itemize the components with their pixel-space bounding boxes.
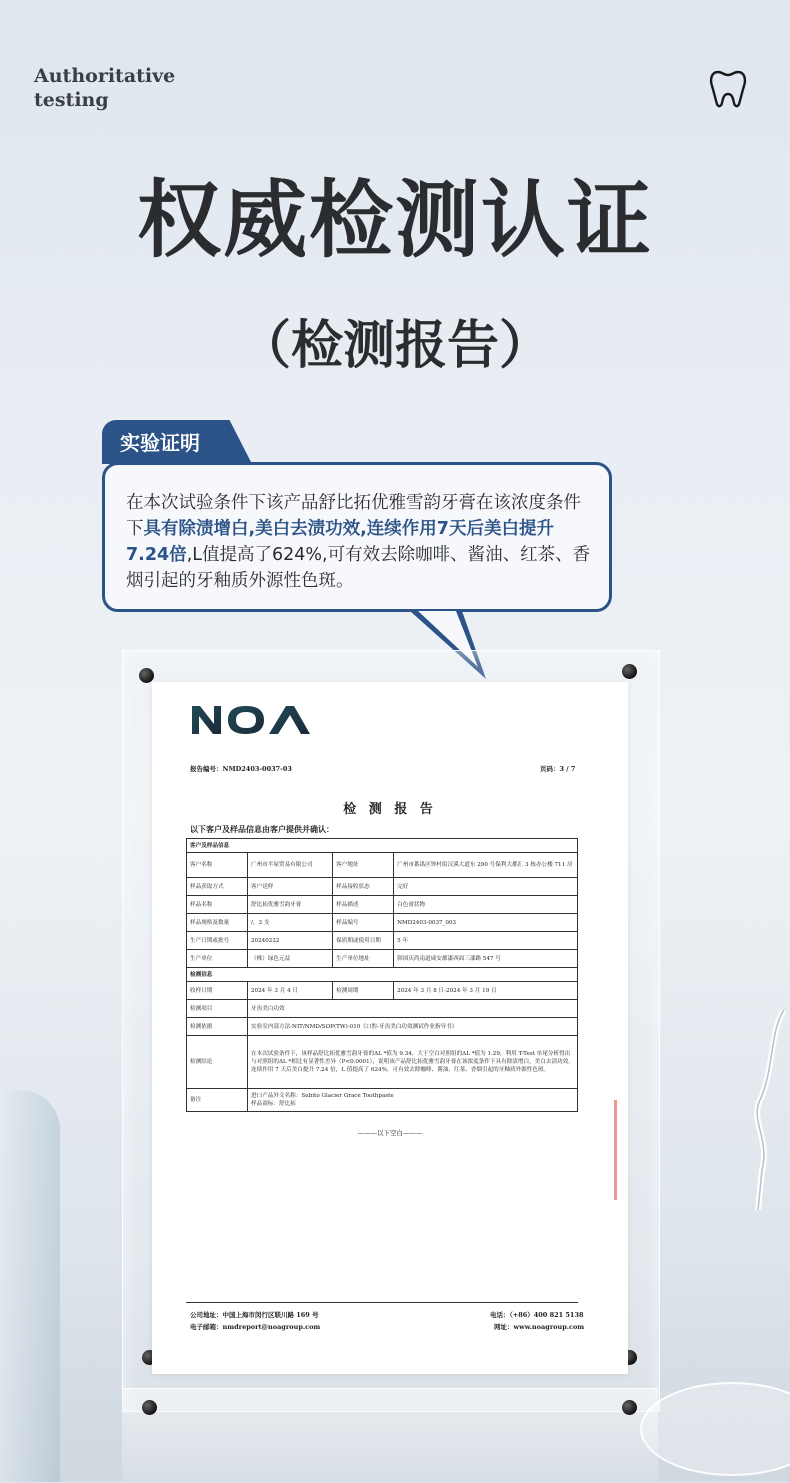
table-cell: 生产单位地址 xyxy=(333,950,394,968)
screw-icon xyxy=(142,1400,157,1415)
table-cell: 在本次试验条件下，该样品舒比拓优雅雪韵牙膏的ΔL *值为 9.34，大于空白对照组的ΔL *值为 1.29，利用 T-Test 单尾分析得出与对照组的ΔL *相比有显著性差异（P<0.0001），说明该产品舒比拓优雅雪韵牙膏在该浓度条件下具有除渍增白，美白去渍功效，连续作用 7 天后美白提升 7.24 倍，L 值提高了 624%，可有效去除咖啡、酱油、红茶、香烟引起的牙釉质外源性色斑。 xyxy=(248,1036,578,1089)
remark-line: 样品商标：舒比拓 xyxy=(251,1101,296,1107)
acrylic-base xyxy=(122,1388,658,1483)
table-row xyxy=(187,896,578,914)
table-row xyxy=(187,1089,578,1112)
callout-text-part2: ,L值提高了624%,可有效去除咖啡、酱油、红茶、香烟引起的牙釉质外源性色斑。 xyxy=(126,545,591,591)
callout-text-highlight: 具有除渍增白,美白去渍功效,连续作用7天后美白提升7.24倍 xyxy=(126,519,554,565)
section-test-header: 检测信息 xyxy=(187,968,578,982)
glassware-image xyxy=(700,1010,790,1210)
section-client-header: 客户及样品信息 xyxy=(187,839,578,853)
tooth-icon xyxy=(706,66,750,110)
table-cell: 样品获取方式 xyxy=(187,878,248,896)
tagline xyxy=(34,64,175,112)
table-cell: 收样日期 xyxy=(187,982,248,1000)
page-title: 权威检测认证 xyxy=(136,170,653,269)
table-cell: 样品描述 xyxy=(333,896,394,914)
table-cell: 样品规格及数量 xyxy=(187,914,248,932)
table-cell: 检测结论 xyxy=(187,1036,248,1089)
table-cell: 客户地址 xyxy=(333,853,394,878)
table-cell: 实验室内部方法-NIT/NMD/SOP(TW)-010《口腔-牙齿美白功效测试作业指导书》 xyxy=(248,1018,578,1036)
table-row xyxy=(187,853,578,878)
stamp-mark xyxy=(614,1100,633,1200)
table-row xyxy=(187,878,578,896)
table-cell: 客户送样 xyxy=(248,878,333,896)
remark-line: 进口产品外文名称：Subito Glacier Grace Toothpaste xyxy=(251,1093,394,1099)
tagline-line1: Authoritative xyxy=(34,65,176,87)
table-cell: 2024 年 3 月 4 日 xyxy=(248,982,333,1000)
table-cell: 检测依据 xyxy=(187,1018,248,1036)
blank-note: ———以下空白——— xyxy=(357,1129,423,1137)
screw-icon xyxy=(139,668,154,683)
report-number: 报告编号：NMD2403-0037-03 xyxy=(190,765,292,773)
table-cell: 样品接收状态 xyxy=(333,878,394,896)
table-cell: 5 年 xyxy=(394,932,578,950)
table-cell: 样品编号 xyxy=(333,914,394,932)
footer-phone: 电话：（+86）400 821 5138 xyxy=(490,1311,584,1319)
noa-logo xyxy=(190,702,312,738)
table-cell: 韩国庆尚南道咸安郡漆西面三漆路 547 号 xyxy=(394,950,578,968)
callout-tab-label: 实验证明 xyxy=(120,431,200,455)
callout-text xyxy=(126,490,596,594)
table-cell: /，3 支 xyxy=(248,914,333,932)
table-cell: NMD2403-0037_003 xyxy=(394,914,578,932)
report-page-number: 页码：3 / 7 xyxy=(540,765,576,773)
table-row xyxy=(187,1018,578,1036)
page-subtitle: （检测报告） xyxy=(238,315,551,376)
beaker-image xyxy=(0,1090,60,1482)
table-cell: 白色膏状物 xyxy=(394,896,578,914)
screw-icon xyxy=(622,664,637,679)
tagline-line2: testing xyxy=(34,89,109,111)
petri-dish-image xyxy=(640,1382,790,1476)
footer-address: 公司地址：中国上海市闵行区联川路 169 号 xyxy=(190,1311,319,1319)
table-cell: 广州市番禺区钟村街汉溪大道东 290 号保利大都汇 3 栋办公楼 711 房 xyxy=(394,853,578,878)
table-cell: （株）绿色元益 xyxy=(248,950,333,968)
table-cell: 完好 xyxy=(394,878,578,896)
table-cell: 保质期或使用日期 xyxy=(333,932,394,950)
table-row xyxy=(187,1036,578,1089)
table-cell: 20240222 xyxy=(248,932,333,950)
table-cell: 备注 xyxy=(187,1089,248,1112)
table-cell: 2024 年 3 月 8 日-2024 年 3 月 19 日 xyxy=(394,982,578,1000)
table-row xyxy=(187,932,578,950)
report-table xyxy=(186,838,578,1112)
table-cell: 舒比拓优雅雪韵牙膏 xyxy=(248,896,333,914)
table-cell: 检测项目 xyxy=(187,1000,248,1018)
screw-icon xyxy=(622,1400,637,1415)
table-row xyxy=(187,950,578,968)
table-cell xyxy=(248,1089,578,1112)
table-cell: 检测周期 xyxy=(333,982,394,1000)
footer-email: 电子邮箱：nmdreport@noagroup.com xyxy=(190,1323,321,1331)
table-cell: 生产单位 xyxy=(187,950,248,968)
table-cell: 生产日期或批号 xyxy=(187,932,248,950)
table-cell: 客户名称 xyxy=(187,853,248,878)
table-cell: 牙齿美白功效 xyxy=(248,1000,578,1018)
table-cell: 广州市半屋贸易有限公司 xyxy=(248,853,333,878)
table-row xyxy=(187,1000,578,1018)
report-intro: 以下客户及样品信息由客户提供并确认： xyxy=(190,824,334,834)
table-row xyxy=(187,914,578,932)
callout-text-part1: 在本次试验条件下该产品舒比拓优雅雪韵牙膏在该浓度条件下 xyxy=(126,493,581,539)
footer-website: 网址：www.noagroup.com xyxy=(494,1323,585,1331)
table-row xyxy=(187,982,578,1000)
footer-divider xyxy=(186,1302,578,1303)
table-cell: 样品名称 xyxy=(187,896,248,914)
report-title: 检 测 报 告 xyxy=(343,802,437,817)
